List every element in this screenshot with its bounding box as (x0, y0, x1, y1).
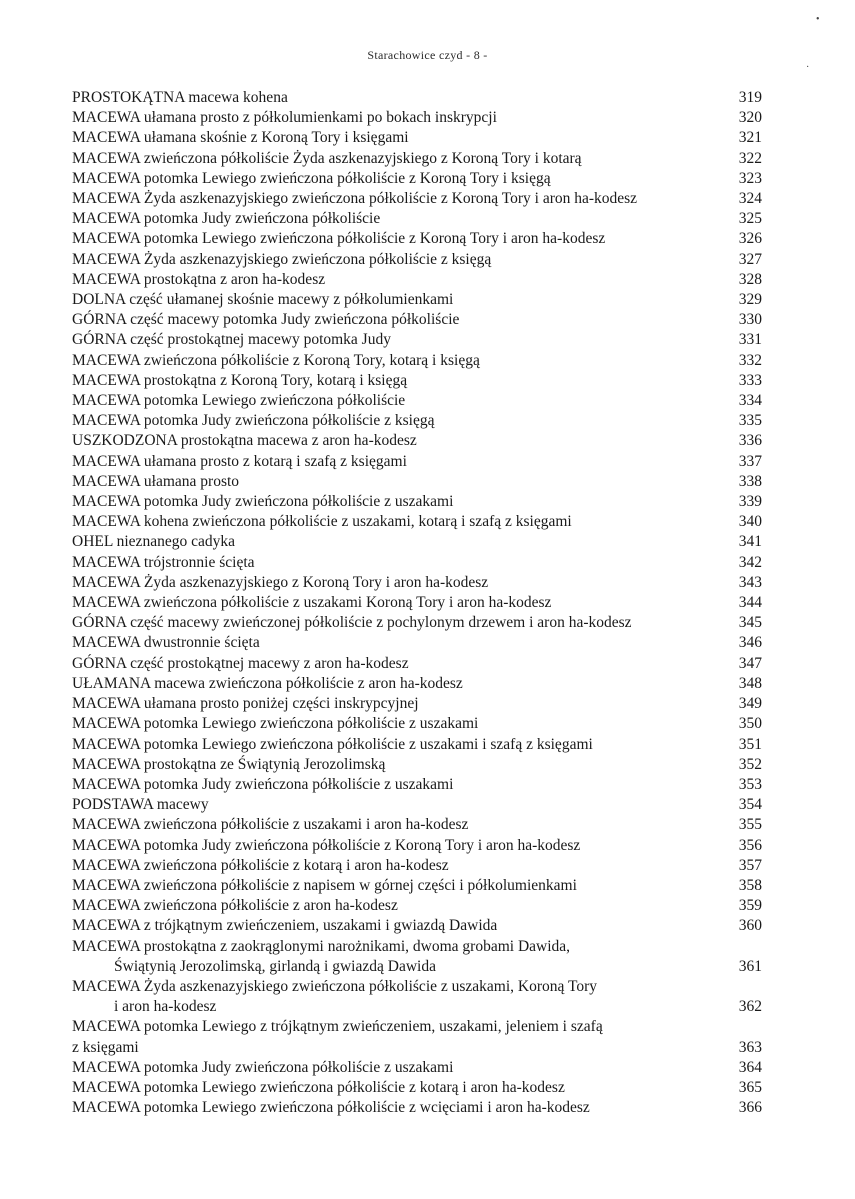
entry-description (72, 775, 730, 795)
entry-page-number: 360 (738, 917, 762, 935)
index-entry (72, 735, 762, 755)
entry-page-number: 328 (738, 270, 762, 288)
entry-line: OHEL nieznanego cadyka (72, 533, 235, 551)
entry-line: USZKODZONA prostokątna macewa z aron ha-kodesz (72, 432, 417, 450)
entry-line: MACEWA Żyda aszkenazyjskiego zwieńczona półkoliście z uszakami, Koroną Tory (72, 977, 598, 995)
entry-line: MACEWA potomka Judy zwieńczona półkoliście z księgą (72, 412, 435, 430)
index-entry (72, 88, 762, 108)
entry-page-number: 366 (738, 1099, 762, 1117)
entry-description (72, 937, 730, 977)
entry-line: MACEWA z trójkątnym zwieńczeniem, uszakami i gwiazdą Dawida (72, 917, 498, 935)
index-entry (72, 189, 762, 209)
entry-description (72, 633, 730, 653)
entry-description (72, 694, 730, 714)
entry-page-number: 339 (738, 493, 762, 511)
entry-line: MACEWA Żyda aszkenazyjskiego zwieńczona półkoliście z księgą (72, 250, 492, 268)
entry-page-number: 324 (738, 190, 762, 208)
entry-page-number: 351 (738, 735, 762, 753)
entry-description (72, 492, 730, 512)
index-entry (72, 229, 762, 249)
entry-page-number: 334 (738, 392, 762, 410)
entry-page-number: 349 (738, 695, 762, 713)
index-entry (72, 452, 762, 472)
entry-line: MACEWA potomka Lewiego z trójkątnym zwieńczeniem, uszakami, jeleniem i szafą (72, 1018, 603, 1036)
scan-speck: · (806, 62, 810, 73)
index-entry (72, 613, 762, 633)
entry-description (72, 431, 730, 451)
entry-page-number: 341 (738, 533, 762, 551)
index-entry (72, 108, 762, 128)
entry-line: GÓRNA część macewy zwieńczonej półkoliście z pochylonym drzewem i aron ha-kodesz (72, 614, 632, 632)
entry-page-number: 332 (738, 351, 762, 369)
entry-page-number: 331 (738, 331, 762, 349)
entry-line: MACEWA potomka Lewiego zwieńczona półkoliście z wcięciami i aron ha-kodesz (72, 1099, 590, 1117)
entry-page-number: 353 (738, 775, 762, 793)
index-entry (72, 391, 762, 411)
index-list (72, 88, 762, 1118)
entry-page-number: 330 (738, 311, 762, 329)
index-entry (72, 411, 762, 431)
entry-description (72, 209, 730, 229)
entry-page-number: 340 (738, 513, 762, 531)
index-entry (72, 250, 762, 270)
entry-line: MACEWA kohena zwieńczona półkoliście z uszakami, kotarą i szafą z księgami (72, 513, 572, 531)
entry-line: MACEWA zwieńczona półkoliście Żyda aszkenazyjskiego z Koroną Tory i kotarą (72, 149, 582, 167)
entry-description (72, 532, 730, 552)
entry-description (72, 128, 730, 148)
index-entry (72, 896, 762, 916)
entry-page-number: 345 (738, 614, 762, 632)
entry-page-number: 355 (738, 816, 762, 834)
entry-description (72, 1098, 730, 1118)
entry-description (72, 108, 730, 128)
entry-description (72, 795, 730, 815)
entry-line: MACEWA ułamana skośnie z Koroną Tory i księgami (72, 129, 409, 147)
index-entry (72, 674, 762, 694)
entry-page-number: 356 (738, 836, 762, 854)
entry-page-number: 338 (738, 472, 762, 490)
index-entry (72, 351, 762, 371)
index-entry (72, 1078, 762, 1098)
entry-description (72, 815, 730, 835)
entry-page-number: 357 (738, 856, 762, 874)
entry-description (72, 290, 730, 310)
entry-line: MACEWA zwieńczona półkoliście z uszakami i aron ha-kodesz (72, 816, 469, 834)
entry-line: MACEWA zwieńczona półkoliście z uszakami Koroną Tory i aron ha-kodesz (72, 594, 552, 612)
entry-page-number: 354 (738, 796, 762, 814)
entry-line: i aron ha-kodesz (114, 998, 217, 1016)
index-entry (72, 330, 762, 350)
index-entry (72, 371, 762, 391)
entry-description (72, 573, 730, 593)
entry-line: MACEWA zwieńczona półkoliście z Koroną Tory, kotarą i księgą (72, 351, 480, 369)
index-entry (72, 169, 762, 189)
index-entry (72, 149, 762, 169)
index-entry (72, 815, 762, 835)
entry-line: MACEWA potomka Judy zwieńczona półkoliście z uszakami (72, 775, 454, 793)
entry-description (72, 149, 730, 169)
entry-line: UŁAMANA macewa zwieńczona półkoliście z aron ha-kodesz (72, 674, 463, 692)
entry-description (72, 391, 730, 411)
entry-page-number: 326 (738, 230, 762, 248)
entry-line: MACEWA potomka Judy zwieńczona półkoliście z uszakami (72, 1058, 454, 1076)
entry-line: MACEWA ułamana prosto poniżej części inskrypcyjnej (72, 695, 419, 713)
entry-description (72, 250, 730, 270)
entry-page-number: 342 (738, 553, 762, 571)
entry-description (72, 654, 730, 674)
entry-line: MACEWA potomka Judy zwieńczona półkoliście z Koroną Tory i aron ha-kodesz (72, 836, 581, 854)
page-header: Starachowice czyd - 8 - (367, 48, 488, 62)
entry-description (72, 512, 730, 532)
entry-page-number: 336 (738, 432, 762, 450)
index-entry (72, 755, 762, 775)
entry-page-number: 350 (738, 715, 762, 733)
index-entry (72, 1058, 762, 1078)
entry-line: MACEWA dwustronnie ścięta (72, 634, 260, 652)
entry-line: Świątynią Jerozolimską, girlandą i gwiazdą Dawida (114, 957, 436, 975)
entry-page-number: 321 (738, 129, 762, 147)
entry-page-number: 344 (738, 594, 762, 612)
index-entry (72, 492, 762, 512)
entry-page-number: 352 (738, 755, 762, 773)
entry-description (72, 714, 730, 734)
index-entry (72, 633, 762, 653)
entry-page-number: 358 (738, 876, 762, 894)
index-entry (72, 694, 762, 714)
index-entry (72, 270, 762, 290)
index-entry (72, 1017, 762, 1057)
index-entry (72, 876, 762, 896)
index-entry (72, 573, 762, 593)
entry-page-number: 333 (738, 371, 762, 389)
entry-line: MACEWA potomka Judy zwieńczona półkoliście (72, 210, 381, 228)
entry-line: MACEWA zwieńczona półkoliście z aron ha-kodesz (72, 897, 398, 915)
entry-description (72, 593, 730, 613)
entry-description (72, 553, 730, 573)
entry-description (72, 310, 730, 330)
index-entry (72, 532, 762, 552)
entry-description (72, 270, 730, 290)
entry-page-number: 365 (738, 1078, 762, 1096)
index-entry (72, 836, 762, 856)
scan-speck: • (816, 14, 820, 25)
entry-line: MACEWA Żyda aszkenazyjskiego z Koroną Tory i aron ha-kodesz (72, 573, 489, 591)
entry-line: MACEWA potomka Lewiego zwieńczona półkoliście z Koroną Tory i księgą (72, 169, 551, 187)
entry-line: MACEWA ułamana prosto (72, 472, 240, 490)
entry-line: MACEWA potomka Lewiego zwieńczona półkoliście z uszakami i szafą z księgami (72, 735, 593, 753)
entry-line: GÓRNA część macewy potomka Judy zwieńczona półkoliście (72, 311, 460, 329)
entry-page-number: 363 (738, 1038, 762, 1056)
index-entry (72, 916, 762, 936)
entry-description (72, 896, 730, 916)
index-entry (72, 553, 762, 573)
entry-description (72, 88, 730, 108)
entry-page-number: 337 (738, 452, 762, 470)
index-entry (72, 472, 762, 492)
entry-line: GÓRNA część prostokątnej macewy z aron ha-kodesz (72, 654, 409, 672)
index-entry (72, 937, 762, 977)
entry-page-number: 320 (738, 109, 762, 127)
entry-line: MACEWA Żyda aszkenazyjskiego zwieńczona półkoliście z Koroną Tory i aron ha-kodesz (72, 190, 638, 208)
entry-line: GÓRNA część prostokątnej macewy potomka Judy (72, 331, 391, 349)
entry-description (72, 613, 730, 633)
index-entry (72, 977, 762, 1017)
entry-line: MACEWA potomka Lewiego zwieńczona półkoliście (72, 392, 406, 410)
entry-description (72, 411, 730, 431)
entry-page-number: 347 (738, 654, 762, 672)
entry-line: DOLNA część ułamanej skośnie macewy z półkolumienkami (72, 291, 454, 309)
index-entry (72, 714, 762, 734)
entry-line: MACEWA ułamana prosto z kotarą i szafą z księgami (72, 452, 407, 470)
entry-description (72, 674, 730, 694)
index-entry (72, 512, 762, 532)
entry-description (72, 229, 730, 249)
entry-line: MACEWA potomka Judy zwieńczona półkoliście z uszakami (72, 493, 454, 511)
index-entry (72, 1098, 762, 1118)
entry-description (72, 189, 730, 209)
entry-page-number: 327 (738, 250, 762, 268)
entry-line: MACEWA potomka Lewiego zwieńczona półkoliście z uszakami (72, 715, 479, 733)
index-entry (72, 209, 762, 229)
index-entry (72, 795, 762, 815)
entry-description (72, 330, 730, 350)
entry-line: MACEWA zwieńczona półkoliście z napisem w górnej części i półkolumienkami (72, 876, 577, 894)
entry-description (72, 371, 730, 391)
entry-line: z księgami (72, 1038, 139, 1056)
index-entry (72, 310, 762, 330)
entry-line: MACEWA zwieńczona półkoliście z kotarą i aron ha-kodesz (72, 856, 449, 874)
entry-line: MACEWA prostokątna z zaokrąglonymi narożnikami, dwoma grobami Dawida, (72, 937, 571, 955)
entry-description (72, 1017, 730, 1057)
entry-page-number: 346 (738, 634, 762, 652)
entry-line: PROSTOKĄTNA macewa kohena (72, 89, 288, 106)
entry-description (72, 452, 730, 472)
entry-description (72, 1078, 730, 1098)
entry-description (72, 836, 730, 856)
entry-description (72, 1058, 730, 1078)
entry-description (72, 876, 730, 896)
entry-page-number: 319 (738, 89, 762, 106)
entry-line: PODSTAWA macewy (72, 796, 209, 814)
entry-page-number: 362 (738, 998, 762, 1016)
entry-line: MACEWA potomka Lewiego zwieńczona półkoliście z Koroną Tory i aron ha-kodesz (72, 230, 606, 248)
entry-page-number: 361 (738, 957, 762, 975)
entry-line: MACEWA potomka Lewiego zwieńczona półkoliście z kotarą i aron ha-kodesz (72, 1078, 565, 1096)
entry-description (72, 169, 730, 189)
entry-description (72, 977, 730, 1017)
entry-line: MACEWA ułamana prosto z półkolumienkami po bokach inskrypcji (72, 109, 497, 127)
entry-page-number: 348 (738, 674, 762, 692)
entry-page-number: 343 (738, 573, 762, 591)
index-entry (72, 128, 762, 148)
index-entry (72, 654, 762, 674)
entry-description (72, 735, 730, 755)
entry-page-number: 359 (738, 897, 762, 915)
entry-page-number: 364 (738, 1058, 762, 1076)
entry-description (72, 916, 730, 936)
entry-description (72, 856, 730, 876)
entry-page-number: 325 (738, 210, 762, 228)
entry-description (72, 351, 730, 371)
entry-page-number: 329 (738, 291, 762, 309)
index-entry (72, 775, 762, 795)
entry-line: MACEWA prostokątna ze Świątynią Jerozolimską (72, 755, 386, 773)
index-entry (72, 290, 762, 310)
entry-description (72, 755, 730, 775)
entry-page-number: 323 (738, 169, 762, 187)
index-entry (72, 431, 762, 451)
index-entry (72, 593, 762, 613)
entry-line: MACEWA prostokątna z Koroną Tory, kotarą i księgą (72, 371, 408, 389)
entry-page-number: 335 (738, 412, 762, 430)
index-entry (72, 856, 762, 876)
entry-line: MACEWA trójstronnie ścięta (72, 553, 255, 571)
entry-line: MACEWA prostokątna z aron ha-kodesz (72, 270, 326, 288)
entry-description (72, 472, 730, 492)
entry-page-number: 322 (738, 149, 762, 167)
